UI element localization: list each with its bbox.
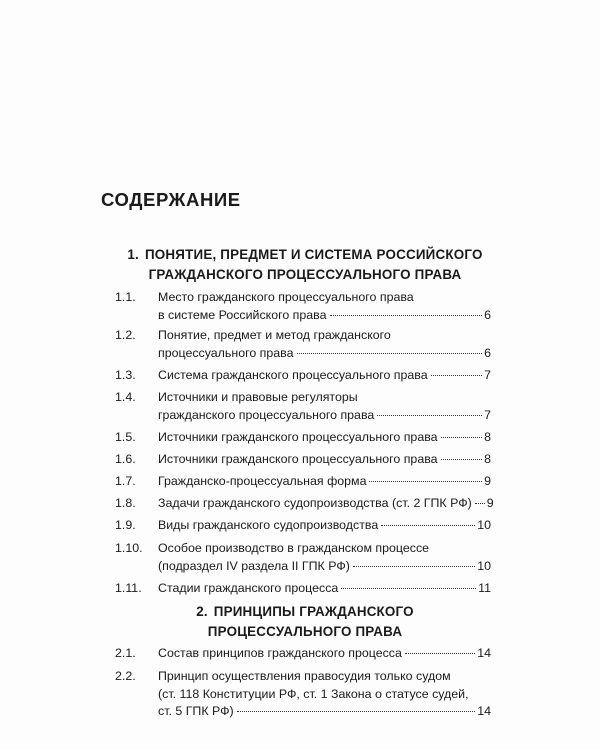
entry-page-number: 7 bbox=[484, 368, 491, 382]
dot-leader bbox=[369, 481, 482, 482]
entry-title-line: Источники гражданского процессуального права bbox=[158, 452, 438, 466]
entry-number: 2.2. bbox=[115, 669, 136, 683]
entry-title-line: процессуального права bbox=[158, 345, 294, 360]
toc-entry[interactable] bbox=[115, 645, 491, 663]
entry-number: 1.2. bbox=[115, 328, 136, 342]
entry-number: 1.4. bbox=[115, 390, 136, 404]
entry-number: 1.6. bbox=[115, 452, 136, 466]
dot-leader bbox=[353, 566, 475, 567]
chapter-heading-line: ГРАЖДАНСКОГО ПРОЦЕССУАЛЬНОГО ПРАВА bbox=[148, 267, 462, 282]
dot-leader bbox=[237, 711, 476, 712]
entry-page-number: 10 bbox=[477, 558, 491, 573]
dot-leader bbox=[377, 415, 482, 416]
entry-page-number: 9 bbox=[484, 474, 491, 488]
entry-page-number: 6 bbox=[484, 307, 491, 322]
dot-leader bbox=[330, 315, 483, 316]
toc-entry[interactable] bbox=[115, 495, 494, 513]
chapter-number: 2. bbox=[196, 604, 208, 619]
entry-title-line: Система гражданского процессуального права bbox=[158, 368, 428, 382]
chapter-heading-line: 1. ПОНЯТИЕ, ПРЕДМЕТ И СИСТЕМА РОССИЙСКОГО bbox=[127, 247, 483, 262]
entry-page-number: 14 bbox=[477, 704, 491, 718]
entry-page-number: 8 bbox=[484, 430, 491, 444]
entry-number: 1.9. bbox=[115, 518, 136, 532]
toc-entry[interactable] bbox=[115, 668, 491, 721]
entry-number: 2.1. bbox=[115, 646, 136, 660]
entry-page-number: 11 bbox=[478, 581, 491, 595]
toc-entry[interactable] bbox=[115, 367, 491, 385]
page-title: СОДЕРЖАНИЕ bbox=[101, 189, 241, 210]
chapter-2-heading bbox=[120, 602, 490, 642]
entry-number: 1.11. bbox=[115, 581, 142, 595]
dot-leader bbox=[431, 375, 482, 376]
entry-page-number: 14 bbox=[477, 646, 491, 660]
toc-entry[interactable] bbox=[115, 389, 491, 424]
toc-entry[interactable] bbox=[115, 473, 491, 491]
entry-title-line: Место гражданского процессуального права bbox=[158, 290, 414, 304]
entry-page-number: 7 bbox=[484, 407, 491, 422]
entry-page-number: 6 bbox=[484, 345, 491, 360]
entry-title-line: (подраздел IV раздела II ГПК РФ) bbox=[158, 558, 350, 573]
entry-title-line: Источники и правовые регуляторы bbox=[158, 390, 358, 404]
entry-title-line: (ст. 118 Конституции РФ, ст. 1 Закона о статусе судей, bbox=[158, 686, 469, 701]
toc-entry[interactable] bbox=[115, 517, 491, 535]
entry-number: 1.1. bbox=[115, 290, 136, 304]
entry-page-number: 10 bbox=[477, 518, 491, 532]
entry-number: 1.10. bbox=[115, 541, 143, 555]
dot-leader bbox=[441, 459, 483, 460]
toc-entry[interactable] bbox=[115, 580, 491, 598]
chapter-1-heading bbox=[120, 245, 490, 285]
entry-title-line: гражданского процессуального права bbox=[158, 407, 375, 422]
dot-leader bbox=[381, 525, 475, 526]
entry-title-line: Гражданско-процессуальная форма bbox=[158, 474, 367, 488]
entry-page-number: 9 bbox=[486, 496, 494, 510]
entry-title-line: в системе Российского права bbox=[158, 307, 327, 322]
dot-leader bbox=[441, 437, 483, 438]
entry-title-line: Виды гражданского судопроизводства bbox=[158, 518, 379, 532]
chapter-number: 1. bbox=[127, 247, 139, 262]
dot-leader bbox=[341, 588, 476, 589]
toc-entry[interactable] bbox=[115, 327, 491, 362]
entry-page-number: 8 bbox=[484, 452, 491, 466]
dot-leader bbox=[405, 653, 475, 654]
entry-title-line: Состав принципов гражданского процесса bbox=[158, 646, 402, 660]
toc-entry[interactable] bbox=[115, 451, 491, 469]
entry-title-line: Задачи гражданского судопроизводства (ст. 2 ГПК РФ) bbox=[158, 496, 472, 510]
entry-title-line: Стадии гражданского процесса bbox=[158, 581, 339, 595]
entry-title-line: Источники гражданского процессуального права bbox=[158, 430, 438, 444]
toc-entry[interactable] bbox=[115, 429, 491, 447]
chapter-heading-line: ПРОЦЕССУАЛЬНОГО ПРАВА bbox=[207, 624, 403, 639]
entry-title-line: Понятие, предмет и метод гражданского bbox=[158, 328, 391, 342]
entry-number: 1.8. bbox=[115, 496, 136, 510]
entry-title-line: ст. 5 ГПК РФ) bbox=[158, 704, 234, 718]
toc-entry[interactable] bbox=[115, 540, 491, 575]
entry-number: 1.7. bbox=[115, 474, 136, 488]
entry-number: 1.5. bbox=[115, 430, 136, 444]
toc-entry[interactable] bbox=[115, 289, 491, 324]
chapter-heading-line: 2. ПРИНЦИПЫ ГРАЖДАНСКОГО bbox=[196, 604, 414, 619]
dot-leader bbox=[297, 353, 483, 354]
entry-number: 1.3. bbox=[115, 368, 136, 382]
dot-leader bbox=[475, 503, 485, 504]
entry-title-line: Принцип осуществления правосудия только судом bbox=[158, 669, 451, 683]
entry-title-line: Особое производство в гражданском процессе bbox=[158, 541, 430, 555]
